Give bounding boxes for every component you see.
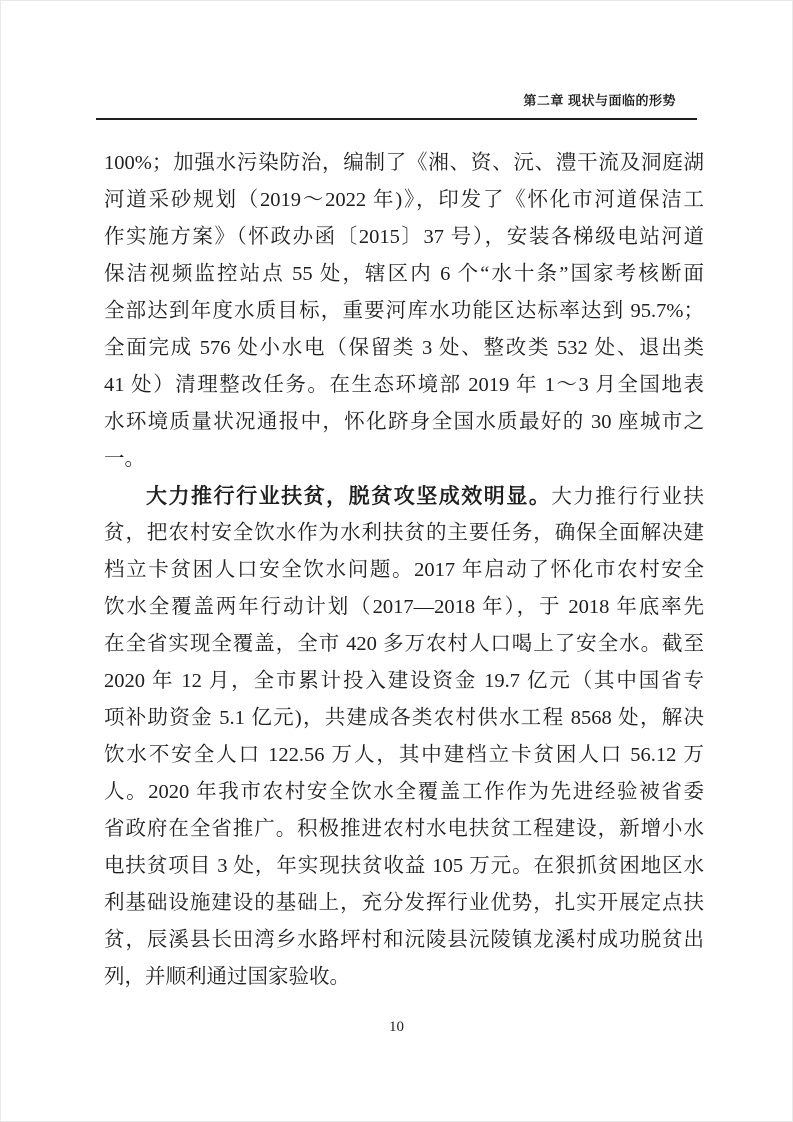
chapter-header: 第二章 现状与面临的形势 (523, 93, 676, 108)
paragraph-1 (104, 145, 704, 478)
text-line: 省政府在全省推广。积极推进农村水电扶贫工程建设，新增小水 (104, 818, 704, 840)
text-line: 41 处）清理整改任务。在生态环境部 2019 年 1～3 月全国地表 (104, 374, 704, 396)
paragraph-2-lead-rest: 大力推行行业扶 (551, 486, 704, 508)
text-line: 保洁视频监控站点 55 处，辖区内 6 个“水十条”国家考核断面 (104, 263, 704, 285)
text-line: 2020 年 12 月，全市累计投入建设资金 19.7 亿元（其中国省专 (104, 670, 704, 692)
text-line: 列，并顺利通过国家验收。 (104, 966, 350, 988)
text-line: 贫，辰溪县长田湾乡水路坪村和沅陵县沅陵镇龙溪村成功脱贫出 (104, 929, 704, 951)
text-line: 人。2020 年我市农村安全饮水全覆盖工作作为先进经验被省委 (104, 781, 704, 803)
text-line: 利基础设施建设的基础上，充分发挥行业优势，扎实开展定点扶 (104, 892, 704, 914)
page-content (104, 145, 704, 996)
text-line: 在全省实现全覆盖，全市 420 多万农村人口喝上了安全水。截至 (104, 633, 704, 655)
text-line: 作实施方案》（怀政办函〔2015〕37 号），安装各梯级电站河道 (104, 226, 704, 248)
text-line: 饮水全覆盖两年行动计划（2017—2018 年），于 2018 年底率先 (104, 596, 704, 618)
text-line: 100%；加强水污染防治，编制了《湘、资、沅、澧干流及洞庭湖 (104, 152, 704, 174)
paragraph-2-heading: 大力推行行业扶贫，脱贫攻坚成效明显。 (146, 485, 552, 508)
text-line: 水环境质量状况通报中，怀化跻身全国水质最好的 30 座城市之 (104, 411, 704, 433)
text-line: 河道采砂规划（2019～2022 年)》，印发了《怀化市河道保洁工 (104, 189, 704, 211)
text-line: 项补助资金 5.1 亿元)，共建成各类农村供水工程 8568 处，解决 (104, 707, 704, 729)
text-line: 全面完成 576 处小水电（保留类 3 处、整改类 532 处、退出类 (104, 337, 704, 359)
page-number: 10 (389, 1019, 404, 1035)
paragraph-2-lead-line (104, 478, 704, 515)
header-rule (96, 118, 697, 120)
text-line: 一。 (104, 448, 145, 470)
text-line: 饮水不安全人口 122.56 万人，其中建档立卡贫困人口 56.12 万 (104, 744, 704, 766)
paragraph-2-lines (104, 515, 704, 996)
text-line: 贫，把农村安全饮水作为水利扶贫的主要任务，确保全面解决建 (104, 522, 704, 544)
text-line: 全部达到年度水质目标，重要河库水功能区达标率达到 95.7%； (104, 300, 704, 322)
text-line: 档立卡贫困人口安全饮水问题。2017 年启动了怀化市农村安全 (104, 559, 704, 581)
paragraph-2 (104, 478, 704, 996)
page-footer (0, 1018, 793, 1036)
text-line: 电扶贫项目 3 处，年实现扶贫收益 105 万元。在狠抓贫困地区水 (104, 855, 704, 877)
